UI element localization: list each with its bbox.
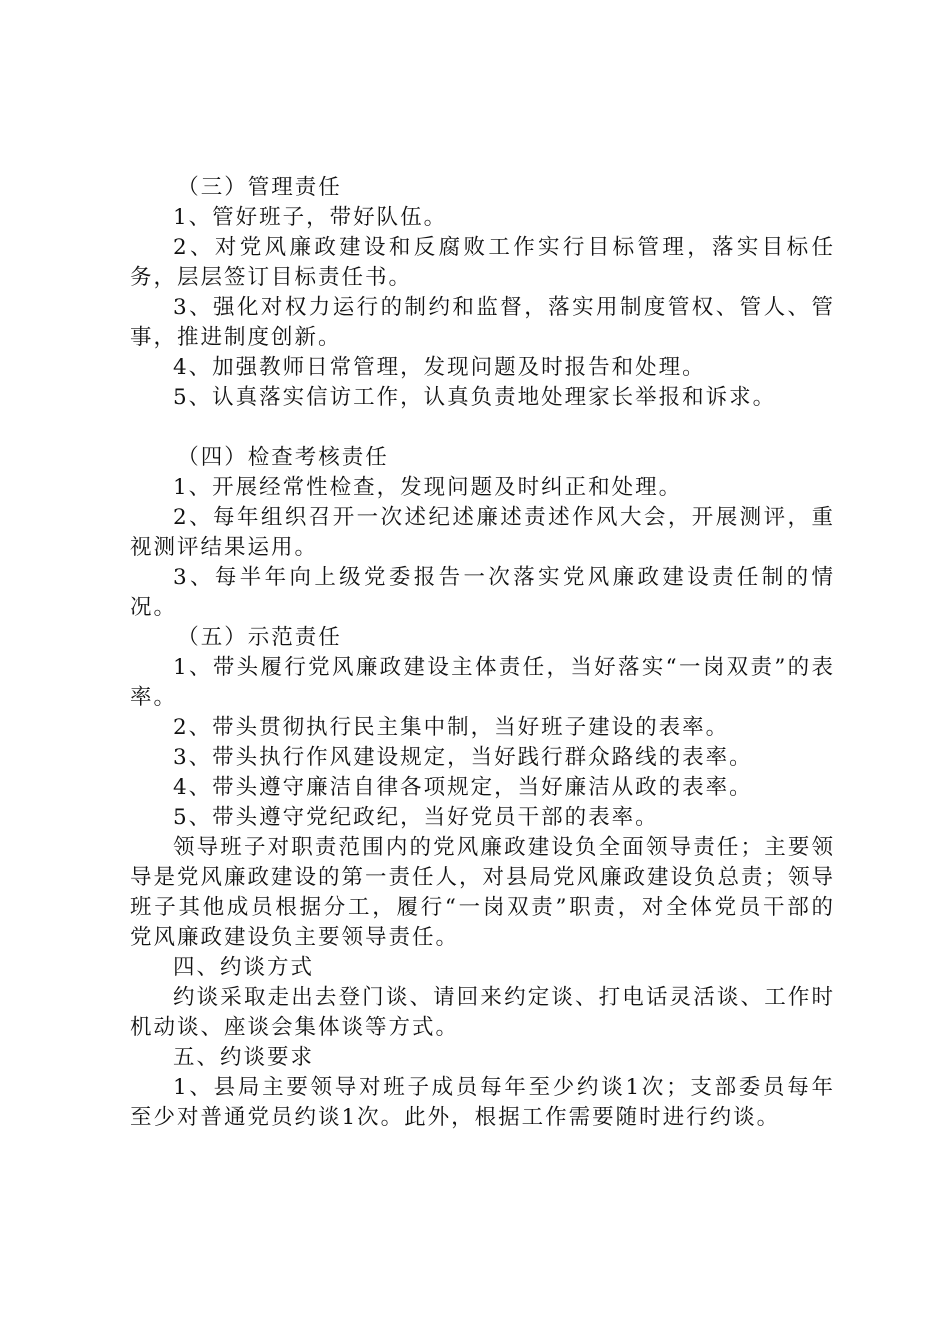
paragraph: 3、强化对权力运行的制约和监督，落实用制度管权、管人、管事，推进制度创新。 [130,295,835,350]
paragraph: 2、带头贯彻执行民主集中制，当好班子建设的表率。 [173,715,730,740]
paragraph: 4、加强教师日常管理，发现问题及时报告和处理。 [173,355,706,380]
document-body [130,173,835,1133]
section-heading-inspection: （四）检查考核责任 [177,445,389,470]
paragraph: 领导班子对职责范围内的党风廉政建设负全面领导责任；主要领导是党风廉政建设的第一责任人，对县局党风廉政建设负总责；领导班子其他成员根据分工，履行“一岗双责”职责，对全体党员干部的党风廉政建设负主要领导责任。 [130,835,836,950]
paragraph: 3、带头执行作风建设规定，当好践行群众路线的表率。 [173,745,753,770]
paragraph: 约谈采取走出去登门谈、请回来约定谈、打电话灵活谈、工作时机动谈、座谈会集体谈等方式。 [130,985,835,1040]
paragraph: 5、带头遵守党纪政纪，当好党员干部的表率。 [173,805,659,830]
paragraph: 1、县局主要领导对班子成员每年至少约谈1次；支部委员每年至少对普通党员约谈1次。此外，根据工作需要随时进行约谈。 [130,1075,835,1130]
paragraph: 4、带头遵守廉洁自律各项规定，当好廉洁从政的表率。 [173,775,753,800]
paragraph: 5、认真落实信访工作，认真负责地处理家长举报和诉求。 [173,385,777,410]
section-heading-interview-requirements: 五、约谈要求 [173,1045,315,1070]
section-heading-interview-method: 四、约谈方式 [173,955,315,980]
paragraph: 1、开展经常性检查，发现问题及时纠正和处理。 [173,475,683,500]
section-heading-exemplary: （五）示范责任 [177,625,342,650]
paragraph: 3、每半年向上级党委报告一次落实党风廉政建设责任制的情况。 [130,565,835,620]
paragraph: 1、带头履行党风廉政建设主体责任，当好落实“一岗双责”的表率。 [130,655,835,710]
paragraph: 2、对党风廉政建设和反腐败工作实行目标管理，落实目标任务，层层签订目标责任书。 [130,235,835,290]
section-heading-management: （三）管理责任 [177,175,342,200]
paragraph: 1、管好班子，带好队伍。 [173,205,448,230]
paragraph: 2、每年组织召开一次述纪述廉述责述作风大会，开展测评，重视测评结果运用。 [130,505,835,560]
